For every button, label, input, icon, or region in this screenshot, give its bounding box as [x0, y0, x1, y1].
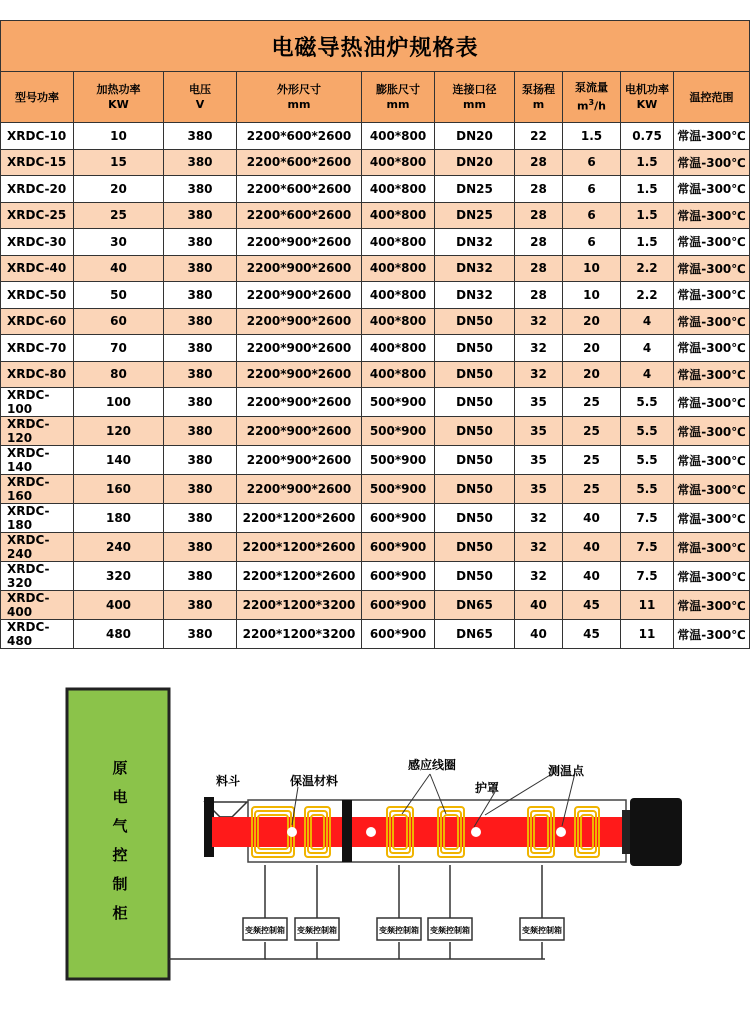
column-header-title: 型号功率: [15, 90, 59, 104]
model-cell: XRDC-320: [1, 562, 74, 591]
table-cell: 32: [515, 335, 563, 362]
column-header: [1, 72, 74, 123]
table-cell: 400*800: [362, 202, 435, 229]
table-cell: 2200*900*2600: [237, 361, 362, 388]
model-cell: XRDC-25: [1, 202, 74, 229]
table-cell: DN32: [435, 255, 515, 282]
column-header-title: 泵扬程: [522, 83, 555, 96]
table-cell: 常温-300℃: [674, 255, 750, 282]
table-cell: 400*800: [362, 123, 435, 150]
table-cell: 2200*900*2600: [237, 229, 362, 256]
table-cell: 常温-300℃: [674, 176, 750, 203]
table-cell: 500*900: [362, 417, 435, 446]
table-cell: 400*800: [362, 255, 435, 282]
table-cell: 380: [164, 591, 237, 620]
table-cell: 380: [164, 417, 237, 446]
table-cell: 30: [74, 229, 164, 256]
table-cell: 40: [563, 562, 621, 591]
table-cell: DN50: [435, 475, 515, 504]
column-header-unit: m: [532, 98, 545, 111]
table-cell: 常温-300℃: [674, 417, 750, 446]
table-row: [1, 591, 750, 620]
column-header-title: 加热功率: [96, 83, 141, 96]
table-cell: 20: [563, 335, 621, 362]
table-cell: 28: [515, 149, 563, 176]
column-header-unit: mm: [386, 98, 410, 111]
table-cell: DN32: [435, 282, 515, 309]
table-row: [1, 620, 750, 649]
table-cell: 500*900: [362, 446, 435, 475]
table-cell: 2200*600*2600: [237, 123, 362, 150]
table-row: [1, 417, 750, 446]
table-row: [1, 202, 750, 229]
spec-table: [0, 20, 750, 649]
temperature-point: [287, 827, 297, 837]
table-cell: 500*900: [362, 388, 435, 417]
table-cell: 40: [563, 504, 621, 533]
table-cell: 常温-300℃: [674, 282, 750, 309]
control-box-label: 变频控制箱: [245, 926, 285, 935]
table-cell: 5.5: [621, 475, 674, 504]
column-header-unit: V: [195, 98, 205, 111]
table-cell: 35: [515, 475, 563, 504]
table-cell: DN50: [435, 562, 515, 591]
table-cell: 5.5: [621, 446, 674, 475]
table-cell: DN65: [435, 620, 515, 649]
model-cell: XRDC-160: [1, 475, 74, 504]
table-cell: 25: [563, 475, 621, 504]
frequency-control-box: [520, 918, 564, 940]
table-cell: 常温-300℃: [674, 202, 750, 229]
table-cell: 160: [74, 475, 164, 504]
table-cell: 380: [164, 504, 237, 533]
column-header-unit: KW: [636, 98, 658, 111]
table-cell: 2200*900*2600: [237, 417, 362, 446]
table-cell: 28: [515, 255, 563, 282]
table-cell: 22: [515, 123, 563, 150]
table-cell: 常温-300℃: [674, 308, 750, 335]
table-cell: 100: [74, 388, 164, 417]
table-cell: 380: [164, 176, 237, 203]
column-header: [563, 72, 621, 123]
insulation-label: 保温材料: [290, 774, 339, 788]
table-cell: 35: [515, 388, 563, 417]
table-cell: 28: [515, 176, 563, 203]
table-cell: 25: [74, 202, 164, 229]
table-cell: 380: [164, 533, 237, 562]
table-cell: 70: [74, 335, 164, 362]
model-cell: XRDC-40: [1, 255, 74, 282]
table-cell: 400*800: [362, 308, 435, 335]
column-header-unit: mm: [463, 98, 486, 111]
table-cell: 常温-300℃: [674, 562, 750, 591]
table-cell: 7.5: [621, 562, 674, 591]
table-cell: 常温-300℃: [674, 504, 750, 533]
table-cell: DN50: [435, 361, 515, 388]
table-cell: 600*900: [362, 620, 435, 649]
table-cell: 1.5: [563, 123, 621, 150]
table-cell: 6: [563, 176, 621, 203]
table-cell: 380: [164, 388, 237, 417]
table-cell: 2200*900*2600: [237, 308, 362, 335]
table-cell: 45: [563, 620, 621, 649]
column-header: [362, 72, 435, 123]
table-cell: 400*800: [362, 361, 435, 388]
table-cell: DN50: [435, 388, 515, 417]
table-cell: 5.5: [621, 388, 674, 417]
table-cell: 常温-300℃: [674, 335, 750, 362]
table-cell: 32: [515, 308, 563, 335]
table-cell: 28: [515, 282, 563, 309]
table-cell: 380: [164, 620, 237, 649]
table-cell: 常温-300℃: [674, 229, 750, 256]
table-cell: 28: [515, 202, 563, 229]
table-cell: 常温-300℃: [674, 475, 750, 504]
table-header-row: [1, 72, 750, 123]
table-cell: 20: [74, 176, 164, 203]
table-cell: 480: [74, 620, 164, 649]
model-cell: XRDC-15: [1, 149, 74, 176]
column-header: [74, 72, 164, 123]
model-cell: XRDC-80: [1, 361, 74, 388]
table-cell: 2200*900*2600: [237, 388, 362, 417]
table-row: [1, 335, 750, 362]
temperature-point: [556, 827, 566, 837]
motor: [630, 798, 682, 866]
table-cell: DN50: [435, 417, 515, 446]
model-cell: XRDC-480: [1, 620, 74, 649]
column-header-title: 温控范围: [689, 90, 734, 104]
model-cell: XRDC-10: [1, 123, 74, 150]
table-row: [1, 562, 750, 591]
table-cell: 120: [74, 417, 164, 446]
table-cell: 5.5: [621, 417, 674, 446]
table-cell: 7.5: [621, 533, 674, 562]
table-row: [1, 229, 750, 256]
model-cell: XRDC-50: [1, 282, 74, 309]
table-cell: 20: [563, 361, 621, 388]
model-cell: XRDC-180: [1, 504, 74, 533]
column-header: [674, 72, 750, 123]
table-cell: 28: [515, 229, 563, 256]
table-cell: 6: [563, 229, 621, 256]
column-header: [515, 72, 563, 123]
column-header-title: 电机功率: [625, 83, 669, 96]
frequency-control-box: [377, 918, 421, 940]
table-cell: 6: [563, 202, 621, 229]
table-cell: 常温-300℃: [674, 620, 750, 649]
frequency-control-box: [428, 918, 472, 940]
table-cell: 380: [164, 335, 237, 362]
table-cell: 380: [164, 308, 237, 335]
column-header: [164, 72, 237, 123]
table-cell: 320: [74, 562, 164, 591]
table-row: [1, 282, 750, 309]
model-cell: XRDC-60: [1, 308, 74, 335]
table-title: 电磁导热油炉规格表: [1, 21, 750, 72]
table-cell: 40: [515, 591, 563, 620]
table-cell: 600*900: [362, 504, 435, 533]
table-cell: 400: [74, 591, 164, 620]
table-cell: 380: [164, 255, 237, 282]
table-row: [1, 533, 750, 562]
table-row: [1, 446, 750, 475]
table-cell: 常温-300℃: [674, 361, 750, 388]
table-cell: 11: [621, 591, 674, 620]
table-cell: 600*900: [362, 533, 435, 562]
table-cell: DN25: [435, 176, 515, 203]
table-cell: 2200*900*2600: [237, 282, 362, 309]
model-cell: XRDC-100: [1, 388, 74, 417]
table-cell: 2200*900*2600: [237, 475, 362, 504]
control-box-label: 变频控制箱: [522, 926, 562, 935]
table-cell: 2200*1200*3200: [237, 620, 362, 649]
table-cell: 35: [515, 446, 563, 475]
table-cell: 25: [563, 446, 621, 475]
table-row: [1, 361, 750, 388]
table-cell: 2200*1200*2600: [237, 533, 362, 562]
table-cell: DN50: [435, 504, 515, 533]
table-cell: 380: [164, 562, 237, 591]
model-cell: XRDC-240: [1, 533, 74, 562]
table-cell: 600*900: [362, 562, 435, 591]
table-cell: 1.5: [621, 176, 674, 203]
table-cell: 常温-300℃: [674, 591, 750, 620]
temperature-point: [471, 827, 481, 837]
table-cell: DN25: [435, 202, 515, 229]
column-header-title: 连接口径: [452, 83, 497, 96]
table-cell: 380: [164, 475, 237, 504]
wiring: [169, 942, 265, 959]
table-cell: 40: [515, 620, 563, 649]
table-row: [1, 475, 750, 504]
table-cell: 20: [563, 308, 621, 335]
table-cell: 11: [621, 620, 674, 649]
frequency-control-box: [295, 918, 339, 940]
column-header: [621, 72, 674, 123]
column-header-title: 膨胀尺寸: [376, 83, 420, 96]
table-cell: 2.2: [621, 282, 674, 309]
table-row: [1, 504, 750, 533]
sensor-label: 测温点: [548, 764, 585, 778]
table-row: [1, 123, 750, 150]
column-header-unit: KW: [108, 98, 129, 111]
table-cell: 140: [74, 446, 164, 475]
model-cell: XRDC-20: [1, 176, 74, 203]
table-cell: 1.5: [621, 149, 674, 176]
table-cell: 2200*600*2600: [237, 202, 362, 229]
frequency-control-box: [243, 918, 287, 940]
table-row: [1, 149, 750, 176]
table-cell: DN50: [435, 446, 515, 475]
table-cell: 180: [74, 504, 164, 533]
table-cell: 4: [621, 335, 674, 362]
table-cell: 25: [563, 417, 621, 446]
table-cell: DN50: [435, 335, 515, 362]
table-cell: 2200*600*2600: [237, 149, 362, 176]
table-cell: 240: [74, 533, 164, 562]
table-cell: 常温-300℃: [674, 533, 750, 562]
table-cell: 4: [621, 308, 674, 335]
table-row: [1, 176, 750, 203]
table-cell: 60: [74, 308, 164, 335]
coil-label: 感应线圈: [408, 758, 457, 772]
table-cell: DN50: [435, 533, 515, 562]
table-cell: 0.75: [621, 123, 674, 150]
table-cell: 2200*1200*3200: [237, 591, 362, 620]
table-cell: 2200*900*2600: [237, 335, 362, 362]
table-cell: 380: [164, 229, 237, 256]
hopper-label: 料斗: [216, 774, 241, 788]
table-cell: 常温-300℃: [674, 149, 750, 176]
table-cell: 380: [164, 361, 237, 388]
table-cell: 600*900: [362, 591, 435, 620]
table-cell: 32: [515, 533, 563, 562]
table-cell: 35: [515, 417, 563, 446]
table-cell: 380: [164, 123, 237, 150]
model-cell: XRDC-120: [1, 417, 74, 446]
table-cell: 7.5: [621, 504, 674, 533]
table-cell: 2200*600*2600: [237, 176, 362, 203]
table-cell: 380: [164, 149, 237, 176]
table-cell: 380: [164, 202, 237, 229]
table-cell: DN20: [435, 149, 515, 176]
table-cell: 10: [563, 255, 621, 282]
table-cell: 32: [515, 361, 563, 388]
motor-flange: [622, 810, 630, 854]
column-header-unit: $m^3/h$: [577, 98, 606, 113]
table-cell: DN32: [435, 229, 515, 256]
table-cell: 常温-300℃: [674, 388, 750, 417]
table-cell: 10: [74, 123, 164, 150]
table-cell: DN65: [435, 591, 515, 620]
model-cell: XRDC-70: [1, 335, 74, 362]
table-cell: 常温-300℃: [674, 123, 750, 150]
table-cell: 40: [563, 533, 621, 562]
table-cell: 1.5: [621, 229, 674, 256]
spec-sheet: [0, 20, 750, 649]
table-cell: 15: [74, 149, 164, 176]
table-cell: 2200*1200*2600: [237, 562, 362, 591]
column-header-title: 外形尺寸: [277, 83, 321, 96]
table-cell: 400*800: [362, 335, 435, 362]
column-header-unit: mm: [287, 98, 311, 111]
control-box-label: 变频控制箱: [297, 926, 337, 935]
table-cell: 45: [563, 591, 621, 620]
table-cell: 10: [563, 282, 621, 309]
table-row: [1, 255, 750, 282]
table-cell: 常温-300℃: [674, 446, 750, 475]
table-cell: 400*800: [362, 149, 435, 176]
column-header: [435, 72, 515, 123]
table-cell: 400*800: [362, 176, 435, 203]
column-header-title: 电压: [189, 83, 211, 96]
table-cell: 380: [164, 282, 237, 309]
model-cell: XRDC-140: [1, 446, 74, 475]
column-header-title: 泵流量: [575, 81, 608, 95]
model-cell: XRDC-400: [1, 591, 74, 620]
table-cell: 400*800: [362, 229, 435, 256]
table-cell: 2200*1200*2600: [237, 504, 362, 533]
column-header: [237, 72, 362, 123]
table-cell: 2.2: [621, 255, 674, 282]
cover-label: 护罩: [475, 781, 500, 795]
table-cell: 32: [515, 504, 563, 533]
table-cell: 32: [515, 562, 563, 591]
control-box-label: 变频控制箱: [379, 926, 419, 935]
table-row: [1, 388, 750, 417]
table-cell: 380: [164, 446, 237, 475]
cabinet-label: 原电气控制柜: [112, 759, 128, 922]
table-cell: 6: [563, 149, 621, 176]
table-cell: 4: [621, 361, 674, 388]
table-cell: DN20: [435, 123, 515, 150]
control-box-label: 变频控制箱: [430, 926, 470, 935]
table-cell: DN50: [435, 308, 515, 335]
table-cell: 25: [563, 388, 621, 417]
table-body: [1, 123, 750, 649]
table-cell: 400*800: [362, 282, 435, 309]
table-row: [1, 308, 750, 335]
table-cell: 1.5: [621, 202, 674, 229]
table-cell: 40: [74, 255, 164, 282]
table-cell: 80: [74, 361, 164, 388]
table-cell: 50: [74, 282, 164, 309]
table-cell: 2200*900*2600: [237, 255, 362, 282]
table-cell: 2200*900*2600: [237, 446, 362, 475]
table-cell: 500*900: [362, 475, 435, 504]
heater-diagram: [0, 680, 750, 1010]
model-cell: XRDC-30: [1, 229, 74, 256]
temperature-point: [366, 827, 376, 837]
